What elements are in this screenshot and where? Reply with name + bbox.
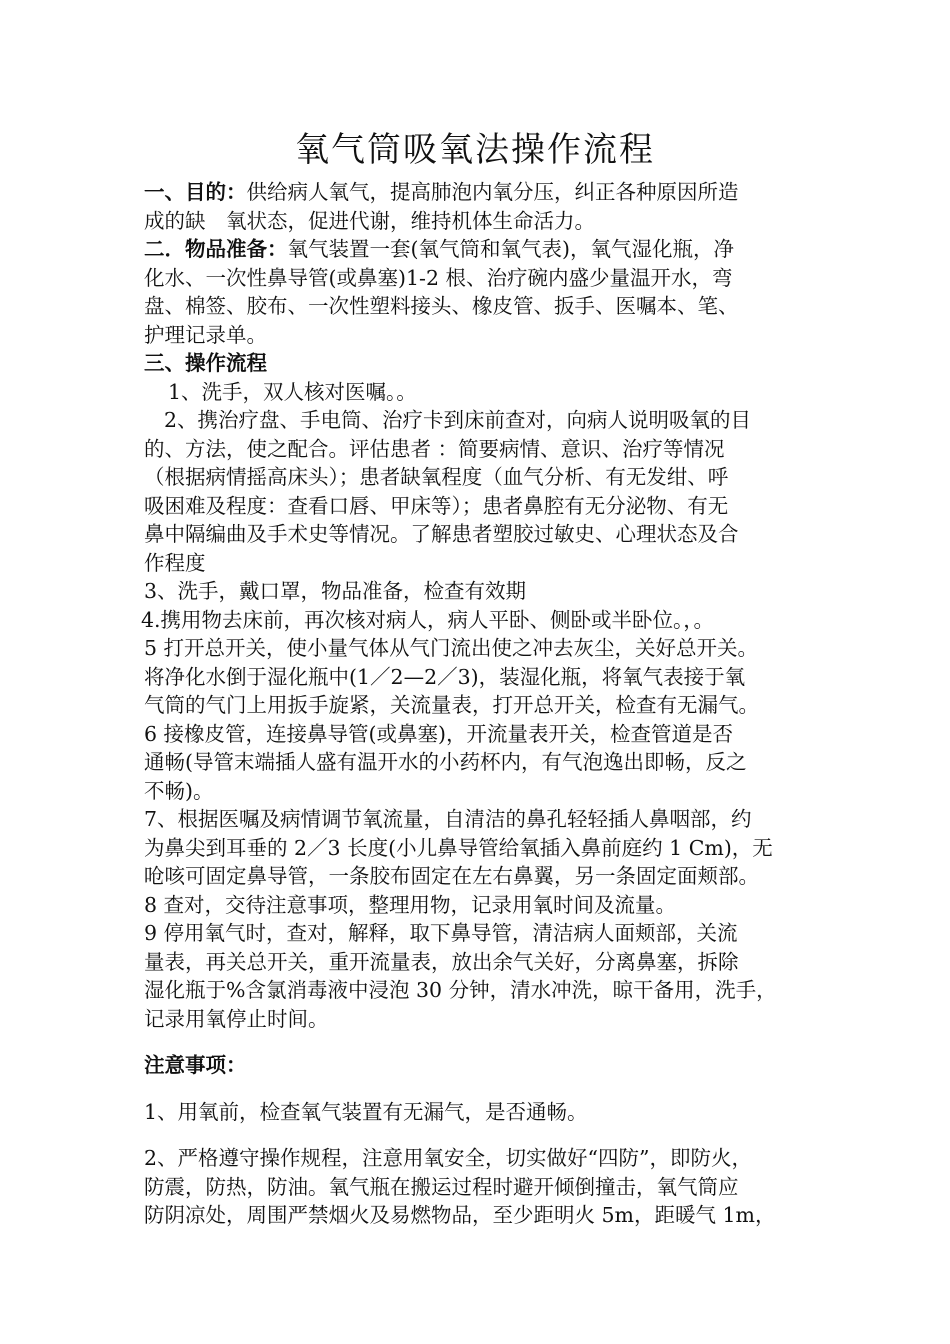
procedure-step-line: 湿化瓶于%含氯消毒液中浸泡 30 分钟，清水冲洗，晾干备用，洗手， — [144, 978, 777, 1002]
procedure-step-line: 2、携治疗盘、手电筒、治疗卡到床前查对，向病人说明吸氧的目 — [164, 408, 752, 432]
page-title: 氧气筒吸氧法操作流程 — [295, 130, 655, 170]
materials-text-1: 氧气装置一套(氧气筒和氧气表)，氧气湿化瓶，净 — [287, 237, 734, 261]
procedure-step-line: 8 查对，交待注意事项，整理用物，记录用氧时间及流量。 — [144, 892, 677, 917]
procedure-step-line: 记录用氧停止时间。 — [144, 1006, 329, 1031]
materials-line-4: 护理记录单。 — [144, 322, 267, 347]
notes-item-2-line: 防震，防热，防油。氧气瓶在搬运过程时避开倾倒撞击，氧气筒应 — [144, 1174, 739, 1199]
notes-item-2-line: 2、严格遵守操作规程，注意用氧安全，切实做好“四防”，即防火， — [144, 1146, 753, 1170]
procedure-label: 三、操作流程 — [144, 351, 267, 375]
procedure-step-line: 6 接橡皮管，连接鼻导管(或鼻塞)，开流量表开关，检查管道是否 — [144, 721, 734, 746]
materials-label: 二．物品准备： — [144, 237, 288, 261]
procedure-step-line: 1、洗手，双人核对医嘱。。 — [168, 379, 417, 404]
procedure-step-line: 5 打开总开关，使小量气体从气门流出使之冲去灰尘，关好总开关。 — [144, 636, 759, 660]
procedure-step-line: 不畅)。 — [144, 778, 214, 803]
notes-item-2-line: 防阴凉处，周围严禁烟火及易燃物品，至少距明火 5m，距暖气 1m， — [144, 1203, 776, 1227]
procedure-step-line: 4.携用物去床前，再次核对病人，病人平卧、侧卧或半卧位。，。 — [141, 607, 715, 632]
purpose-line-2: 成的缺 氧状态，促进代谢，维持机体生命活力。 — [144, 208, 595, 233]
purpose-label: 一、目的： — [144, 180, 247, 204]
procedure-step-line: 将净化水倒于湿化瓶中(1／2—2／3)，装湿化瓶，将氧气表接于氧 — [144, 664, 746, 689]
procedure-step-line: 鼻中隔编曲及手术史等情况。了解患者塑胶过敏史、心理状态及合 — [144, 522, 739, 546]
procedure-step-line: （根据病情摇高床头）；患者缺氧程度（血气分析、有无发绀、呼 — [144, 465, 729, 489]
spacer — [144, 1126, 808, 1144]
purpose-text-1: 供给病人氧气，提高肺泡内氧分压，纠正各种原因所造 — [246, 180, 739, 204]
procedure-step-line: 吸困难及程度：查看口唇、甲床等）；患者鼻腔有无分泌物、有无 — [144, 493, 729, 518]
materials-line-1 — [144, 235, 808, 264]
spacer — [144, 1080, 808, 1098]
materials-line-3: 盘、棉签、胶布、一次性塑料接头、橡皮管、扳手、医嘱本、笔、 — [144, 294, 739, 318]
procedure-step-line: 气筒的气门上用扳手旋紧，关流量表，打开总开关，检查有无漏气。 — [144, 693, 759, 717]
procedure-step-line: 呛咳可固定鼻导管，一条胶布固定在左右鼻翼，另一条固定面颊部。 — [144, 864, 759, 888]
spacer — [144, 1033, 808, 1051]
notes-label: 注意事项： — [144, 1053, 247, 1077]
procedure-step-line: 通畅(导管末端插人盛有温开水的小药杯内，有气泡逸出即畅，反之 — [144, 750, 747, 774]
document-body — [141, 178, 808, 1230]
procedure-step-line: 3、洗手，戴口罩，物品准备，检查有效期 — [144, 579, 527, 603]
notes-item-1: 1、用氧前，检查氧气装置有无漏气，是否通畅。 — [144, 1099, 588, 1124]
procedure-step-line: 量表，再关总开关，重开流量表，放出余气关好，分离鼻塞，拆除 — [144, 949, 739, 974]
procedure-step-line: 的、方法，使之配合。评估患者 ：简要病情、意识、治疗等情况 — [144, 436, 725, 461]
procedure-step-line: 为鼻尖到耳垂的 2／3 长度(小儿鼻导管给氧插入鼻前庭约 1 Cm)，无 — [144, 835, 773, 860]
procedure-step-line: 作程度 — [144, 550, 206, 575]
procedure-step-line: 7、根据医嘱及病情调节氧流量，自清洁的鼻孔轻轻插人鼻咽部，约 — [144, 807, 752, 831]
procedure-step-line: 9 停用氧气时，查对，解释，取下鼻导管，清洁病人面颊部，关流 — [144, 921, 738, 945]
purpose-line-1 — [144, 178, 808, 207]
materials-line-2: 化水、一次性鼻导管(或鼻塞)1-2 根、治疗碗内盛少量温开水，弯 — [144, 265, 733, 290]
